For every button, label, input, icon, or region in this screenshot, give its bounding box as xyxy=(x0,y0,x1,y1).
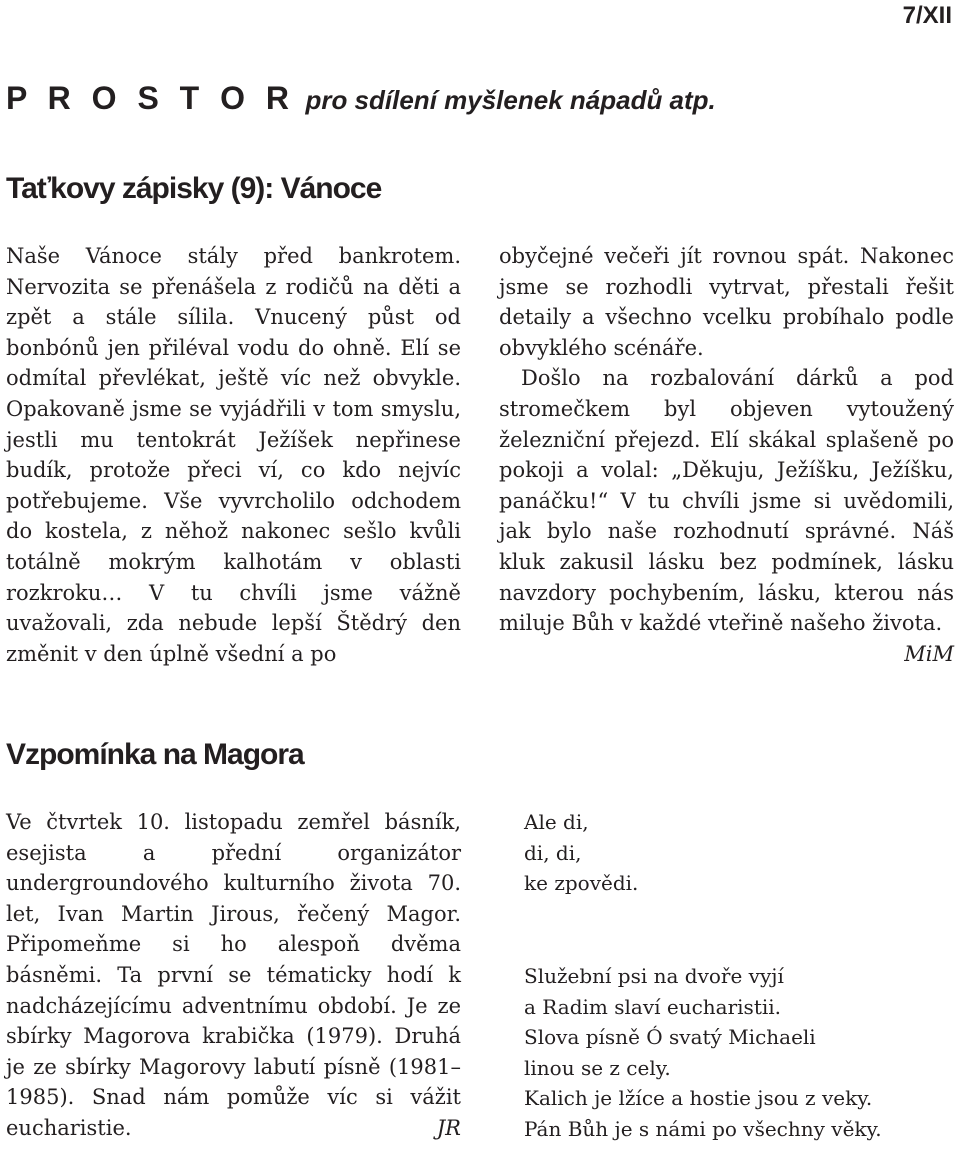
article1-paragraph xyxy=(499,363,954,666)
article2-paragraph-text: Ve čtvrtek 10. listopadu zemřel básník, esejista a přední organizátor undergroundového kulturního života 70. let, Ivan Martin Jirous, řečený Magor. Připomeňme si ho alespoň dvěma básněmi. Ta první se tématicky hodí k nadcházejícímu adventnímu období. Je ze sbírky Magorova krabička (1979). Druhá je ze sbírky Magorovy labutí písně (1981–1985). Snad nám pomůže víc si vážit eucharistie. xyxy=(6,810,461,1140)
article2-column xyxy=(6,807,461,1144)
article1-title: Taťkovy zápisky (9): Vánoce xyxy=(6,172,382,205)
article1-left-column xyxy=(6,241,461,669)
article1-signature: MiM xyxy=(904,641,954,666)
poem-line: linou se z cely. xyxy=(524,1055,671,1080)
poem-line: ke zpovědi. xyxy=(524,871,639,896)
article1-paragraph: Naše Vánoce stály před bankrotem. Nervozita se přenášela z rodičů na děti a zpět a stále sílila. Vnucený půst od bonbónů jen přiléval vodu do ohně. Elí se odmítal převlékat, ještě víc než obvykle. Opakovaně jsme se vyjádřili v tom smyslu, jestli mu tentokrát Ježíšek nepřinese budík, protože přeci ví, co kdo nejvíc potřebujeme. Vše vyvrcholilo odchodem do kostela, z něhož nakonec sešlo kvůli totálně mokrým kalhotám v oblasti rozkroku… V tu chvíli jsme vážně uvažovali, zda nebude lepší Štědrý den změnit v den úplně všední a po xyxy=(6,244,461,666)
poem-line: Slova písně Ó svatý Michaeli xyxy=(524,1025,816,1050)
poem-line: di, di, xyxy=(524,840,582,865)
poem-line: Ale di, xyxy=(524,810,589,834)
section-header xyxy=(6,80,716,117)
poem-line: Kalich je lžíce a hostie jsou z veky. xyxy=(524,1086,873,1111)
poem-line: Služební psi na dvoře vyjí xyxy=(524,964,784,988)
poem-two xyxy=(524,961,882,1145)
poem-line: Pán Bůh je s námi po všechny věky. xyxy=(524,1116,882,1141)
section-subtitle: pro sdílení myšlenek nápadů atp. xyxy=(305,85,716,115)
section-title: P R O S T O R xyxy=(6,80,295,116)
poem-line: a Radim slaví eucharistii. xyxy=(524,994,782,1019)
article2-title: Vzpomínka na Magora xyxy=(6,738,304,771)
article1-right-column xyxy=(499,241,954,669)
page-number: 7/XII xyxy=(902,2,952,29)
article2-paragraph xyxy=(6,807,461,1144)
article1-paragraph-text: Došlo na rozbalování dárků a pod stromečkem byl objeven vytoužený železniční přejezd. Elí skákal splašeně po pokoji a volal: „Děkuju, Ježíšku, Ježíšku, panáčku!“ V tu chvíli jsme si uvědomili, jak bylo naše rozhodnutí správné. Náš kluk zakusil lásku bez podmínek, lásku navzdory pochybením, lásku, kterou nás miluje Bůh v každé vteřině našeho života. xyxy=(499,366,954,636)
poem-one xyxy=(524,807,638,899)
article2-signature: JR xyxy=(436,1115,461,1140)
article1-paragraph: obyčejné večeři jít rovnou spát. Nakonec jsme se rozhodli vytrvat, přestali řešit detaily a všechno vcelku probíhalo podle obvyklého scénáře. xyxy=(499,244,954,360)
